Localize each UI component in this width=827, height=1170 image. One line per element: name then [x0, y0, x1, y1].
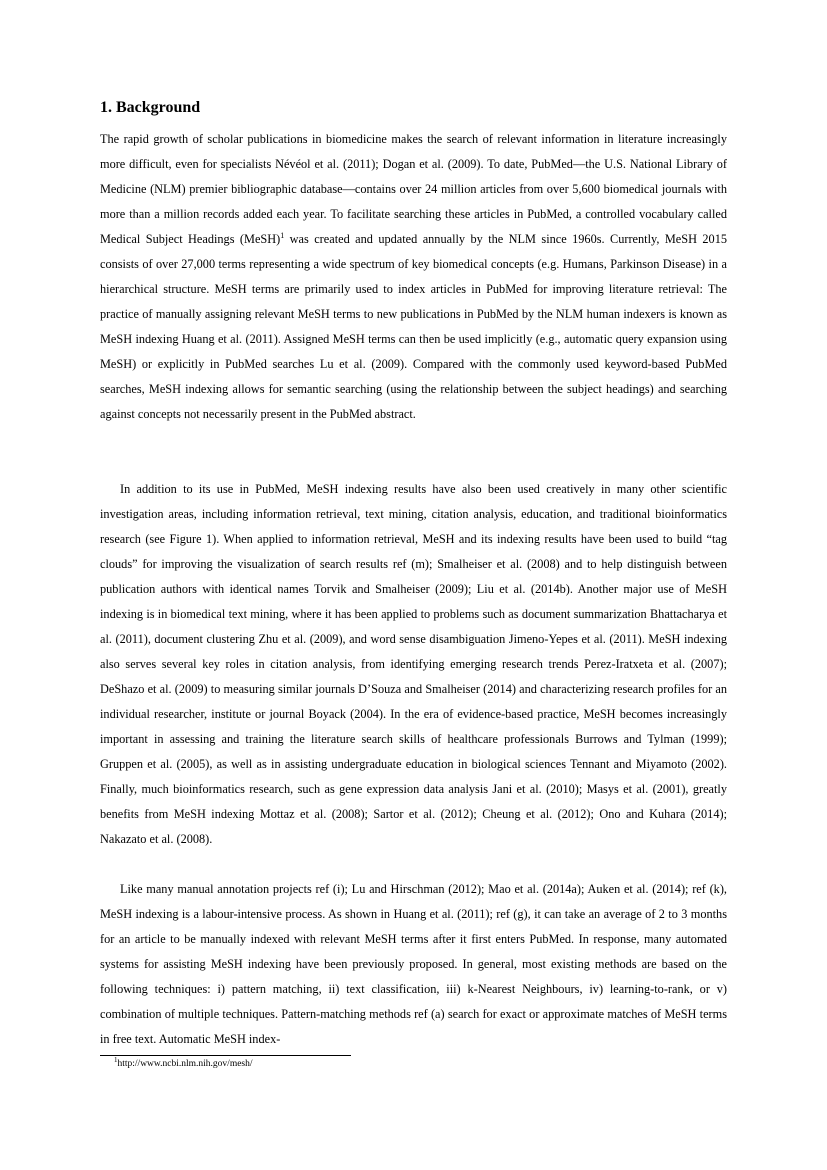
footnote	[114, 1055, 253, 1070]
paragraph-1	[100, 127, 727, 427]
footnote-url: http://www.ncbi.nlm.nih.gov/mesh/	[117, 1059, 253, 1069]
footnote-marker: 1	[114, 1055, 118, 1064]
paragraph-1-text: The rapid growth of scholar publications in biomedicine makes the search of relevant information in literature increasingly more difficult, even for specialists Névéol et al. (2011); Dogan et al. (2009). To date, PubMed—the U.S. National Library of Medicine (NLM) premier bibliographic database—contains over 24 million articles from over 5,600 biomedical journals with more than a million records added each year. To facilitate searching these articles in PubMed, a controlled vocabulary called Medical Subject Headings (MeSH)	[100, 132, 727, 246]
footnote-ref-1: 1	[280, 230, 285, 240]
paragraph-3: Like many manual annotation projects ref (i); Lu and Hirschman (2012); Mao et al. (2014a); Auken et al. (2014); ref (k), MeSH indexing is a labour-intensive process. As shown in Huang et al. (2011); ref (g), it can take an average of 2 to 3 months for an article to be manually indexed with relevant MeSH terms after it first enters PubMed. In response, many automated systems for assisting MeSH indexing have been previously proposed. In general, most existing methods are based on the following techniques: i) pattern matching, ii) text classification, iii) k-Nearest Neighbours, iv) learning-to-rank, or v) combination of multiple techniques. Pattern-matching methods ref (a) search for exact or approximate matches of MeSH terms in free text. Automatic MeSH index-	[100, 882, 727, 1046]
paragraph-1-text-continued: was created and updated annually by the NLM since 1960s. Currently, MeSH 2015 consists of over 27,000 terms representing a wide spectrum of key biomedical concepts (e.g. Humans, Parkinson Disease) in a hierarchical structure. MeSH terms are primarily used to index articles in PubMed for improving literature retrieval: The practice of manually assigning relevant MeSH terms to new publications in PubMed by the NLM human indexers is known as MeSH indexing Huang et al. (2011). Assigned MeSH terms can then be used implicitly (e.g., automatic query expansion using MeSH) or explicitly in PubMed searches Lu et al. (2009). Compared with the commonly used keyword-based PubMed searches, MeSH indexing allows for semantic searching (using the relationship between the subject headings) and searching against concepts not necessarily present in the PubMed abstract.	[100, 232, 727, 421]
footnote-divider	[100, 1055, 351, 1056]
paragraph-2: In addition to its use in PubMed, MeSH indexing results have also been used creatively in many other scientific investigation areas, including information retrieval, text mining, citation analysis, education, and traditional bioinformatics research (see Figure 1). When applied to information retrieval, MeSH and its indexing results have been used to build “tag clouds” for improving the visualization of search results ref (m); Smalheiser et al. (2008) and to help distinguish between publication authors with identical names Torvik and Smalheiser (2009); Liu et al. (2014b). Another major use of MeSH indexing is in biomedical text mining, where it has been applied to problems such as document summarization Bhattacharya et al. (2011), document clustering Zhu et al. (2009), and word sense disambiguation Jimeno-Yepes et al. (2011). MeSH indexing also serves several key roles in citation analysis, from identifying emerging research trends Perez-Iratxeta et al. (2007); DeShazo et al. (2009) to measuring similar journals D’Souza and Smalheiser (2014) and characterizing research profiles for an individual researcher, institute or journal Boyack (2004). In the era of evidence-based practice, MeSH becomes increasingly important in assessing and training the literature search skills of healthcare professionals Burrows and Tylman (1999); Gruppen et al. (2005), as well as in assisting undergraduate education in biological sciences Tennant and Miyamoto (2002). Finally, much bioinformatics research, such as gene expression data analysis Jani et al. (2010); Masys et al. (2001), greatly benefits from MeSH indexing Mottaz et al. (2008); Sartor et al. (2012); Cheung et al. (2012); Ono and Kuhara (2014); Nakazato et al. (2008).	[100, 482, 727, 846]
section-heading: 1. Background	[100, 99, 201, 116]
